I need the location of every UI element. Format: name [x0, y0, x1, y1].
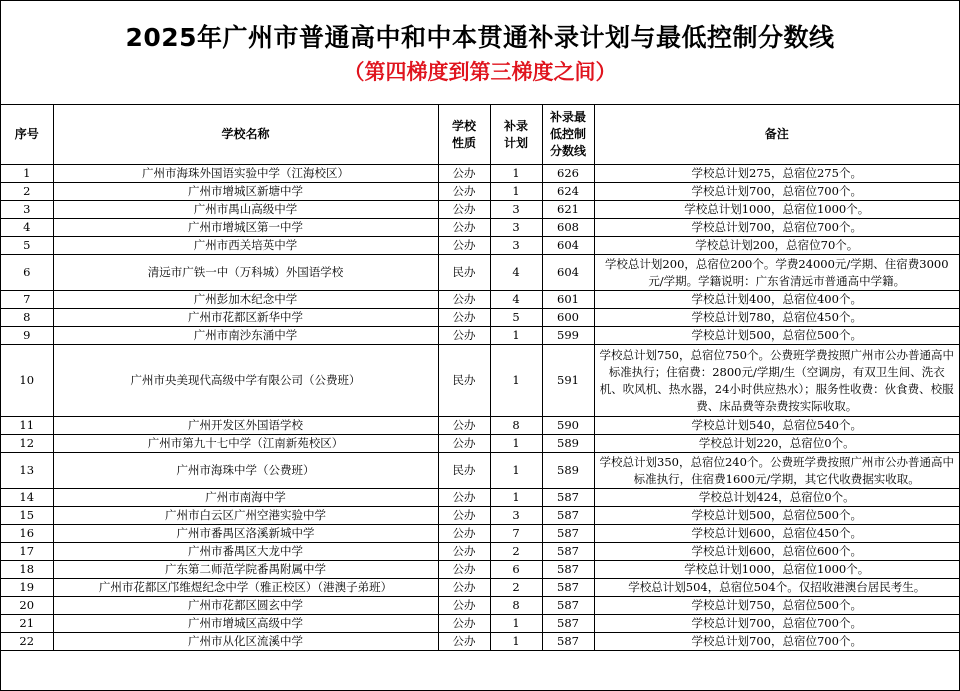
table-row	[1, 255, 959, 291]
cell-note: 学校总计划540，总宿位540个。	[594, 417, 959, 435]
cell-min-score: 589	[542, 453, 594, 489]
cell-plan: 6	[490, 561, 542, 579]
table-row	[1, 489, 959, 507]
cell-school-name: 广州市第九十七中学（江南新苑校区）	[53, 435, 438, 453]
table-row	[1, 633, 959, 651]
cell-school-type: 公办	[438, 615, 490, 633]
cell-school-name: 广州市番禺区大龙中学	[53, 543, 438, 561]
cell-plan: 1	[490, 615, 542, 633]
cell-min-score: 587	[542, 543, 594, 561]
cell-school-name: 广州开发区外国语学校	[53, 417, 438, 435]
table-row	[1, 597, 959, 615]
cell-school-name: 广东第二师范学院番禺附属中学	[53, 561, 438, 579]
cell-min-score: 624	[542, 183, 594, 201]
cell-plan: 1	[490, 435, 542, 453]
cell-plan: 1	[490, 633, 542, 651]
cell-note: 学校总计划1000，总宿位1000个。	[594, 201, 959, 219]
cell-plan: 3	[490, 201, 542, 219]
table-row	[1, 435, 959, 453]
cell-min-score: 587	[542, 507, 594, 525]
cell-school-type: 公办	[438, 561, 490, 579]
cell-school-name: 广州市增城区新塘中学	[53, 183, 438, 201]
table-row	[1, 615, 959, 633]
cell-seq: 2	[1, 183, 53, 201]
table-header-row	[1, 105, 959, 165]
cell-school-type: 公办	[438, 435, 490, 453]
cell-plan: 1	[490, 345, 542, 417]
header-min-score	[542, 105, 594, 165]
cell-min-score: 604	[542, 255, 594, 291]
cell-plan: 1	[490, 183, 542, 201]
cell-school-type: 公办	[438, 507, 490, 525]
cell-school-name: 广州市西关培英中学	[53, 237, 438, 255]
cell-school-name: 广州市花都区邝维煜纪念中学（雅正校区）（港澳子弟班）	[53, 579, 438, 597]
cell-min-score: 604	[542, 237, 594, 255]
cell-plan: 8	[490, 597, 542, 615]
table-row	[1, 525, 959, 543]
table-row	[1, 543, 959, 561]
cell-seq: 18	[1, 561, 53, 579]
cell-note: 学校总计划424，总宿位0个。	[594, 489, 959, 507]
cell-note: 学校总计划700，总宿位700个。	[594, 615, 959, 633]
header-school-type-text: 学校性质	[451, 118, 476, 150]
cell-plan: 2	[490, 579, 542, 597]
cell-school-name: 广州市海珠中学（公费班）	[53, 453, 438, 489]
cell-school-name: 广州市白云区广州空港实验中学	[53, 507, 438, 525]
cell-min-score: 589	[542, 435, 594, 453]
cell-min-score: 587	[542, 489, 594, 507]
header-plan	[490, 105, 542, 165]
cell-school-type: 民办	[438, 255, 490, 291]
header-school-name: 学校名称	[53, 105, 438, 165]
cell-note: 学校总计划200，总宿位70个。	[594, 237, 959, 255]
cell-plan: 3	[490, 237, 542, 255]
cell-school-type: 公办	[438, 327, 490, 345]
admission-table	[1, 105, 959, 651]
cell-min-score: 601	[542, 291, 594, 309]
cell-school-type: 公办	[438, 579, 490, 597]
cell-plan: 5	[490, 309, 542, 327]
cell-min-score: 600	[542, 309, 594, 327]
cell-note: 学校总计划504，总宿位504个。仅招收港澳台居民考生。	[594, 579, 959, 597]
cell-seq: 12	[1, 435, 53, 453]
cell-note: 学校总计划780，总宿位450个。	[594, 309, 959, 327]
table-row	[1, 291, 959, 309]
cell-note: 学校总计划750，总宿位750个。公费班学费按照广州市公办普通高中标准执行；住宿费：2800元/学期/生（空调房，有双卫生间、洗衣机、吹风机、热水器，24小时供应热水）；服务性收费：伙食费、校服费、床品费等杂费按实际收取。	[594, 345, 959, 417]
cell-seq: 15	[1, 507, 53, 525]
cell-seq: 17	[1, 543, 53, 561]
cell-school-name: 广州市央美现代高级中学有限公司（公费班）	[53, 345, 438, 417]
cell-seq: 20	[1, 597, 53, 615]
table-row	[1, 165, 959, 183]
table-row	[1, 309, 959, 327]
cell-seq: 6	[1, 255, 53, 291]
cell-plan: 1	[490, 453, 542, 489]
cell-school-type: 公办	[438, 237, 490, 255]
cell-seq: 16	[1, 525, 53, 543]
cell-seq: 21	[1, 615, 53, 633]
table-row	[1, 507, 959, 525]
table-row	[1, 201, 959, 219]
cell-plan: 2	[490, 543, 542, 561]
title-block	[1, 1, 959, 105]
cell-school-name: 广州市南沙东涌中学	[53, 327, 438, 345]
cell-school-name: 广州市番禺区洛溪新城中学	[53, 525, 438, 543]
cell-seq: 19	[1, 579, 53, 597]
table-row	[1, 561, 959, 579]
cell-note: 学校总计划350，总宿位240个。公费班学费按照广州市公办普通高中标准执行，住宿费1600元/学期，其它代收费据实收取。	[594, 453, 959, 489]
cell-plan: 3	[490, 507, 542, 525]
cell-school-name: 广州市从化区流溪中学	[53, 633, 438, 651]
cell-plan: 8	[490, 417, 542, 435]
cell-seq: 3	[1, 201, 53, 219]
cell-seq: 13	[1, 453, 53, 489]
cell-school-type: 公办	[438, 201, 490, 219]
cell-school-type: 民办	[438, 345, 490, 417]
cell-note: 学校总计划500，总宿位500个。	[594, 327, 959, 345]
cell-min-score: 626	[542, 165, 594, 183]
cell-seq: 5	[1, 237, 53, 255]
cell-plan: 1	[490, 165, 542, 183]
cell-seq: 11	[1, 417, 53, 435]
cell-note: 学校总计划700，总宿位700个。	[594, 219, 959, 237]
cell-school-type: 公办	[438, 543, 490, 561]
header-school-type	[438, 105, 490, 165]
cell-note: 学校总计划400，总宿位400个。	[594, 291, 959, 309]
header-seq: 序号	[1, 105, 53, 165]
cell-plan: 7	[490, 525, 542, 543]
cell-school-type: 公办	[438, 165, 490, 183]
cell-min-score: 587	[542, 633, 594, 651]
cell-school-name: 广州市南海中学	[53, 489, 438, 507]
cell-school-name: 广州市禺山高级中学	[53, 201, 438, 219]
cell-school-type: 公办	[438, 489, 490, 507]
cell-min-score: 608	[542, 219, 594, 237]
cell-min-score: 587	[542, 597, 594, 615]
cell-school-name: 广州市花都区圆玄中学	[53, 597, 438, 615]
cell-note: 学校总计划700，总宿位700个。	[594, 183, 959, 201]
cell-seq: 1	[1, 165, 53, 183]
table-row	[1, 237, 959, 255]
cell-school-type: 公办	[438, 525, 490, 543]
page-title: 2025年广州市普通高中和中本贯通补录计划与最低控制分数线	[125, 23, 835, 52]
cell-school-type: 公办	[438, 183, 490, 201]
cell-note: 学校总计划750，总宿位500个。	[594, 597, 959, 615]
cell-school-name: 广州市海珠外国语实验中学（江海校区）	[53, 165, 438, 183]
header-min-score-text: 补录最低控制分数线	[549, 110, 586, 158]
cell-min-score: 591	[542, 345, 594, 417]
cell-note: 学校总计划600，总宿位450个。	[594, 525, 959, 543]
cell-seq: 14	[1, 489, 53, 507]
cell-plan: 3	[490, 219, 542, 237]
cell-school-type: 公办	[438, 309, 490, 327]
cell-plan: 1	[490, 327, 542, 345]
cell-note: 学校总计划700，总宿位700个。	[594, 633, 959, 651]
cell-note: 学校总计划600，总宿位600个。	[594, 543, 959, 561]
cell-min-score: 587	[542, 561, 594, 579]
cell-seq: 10	[1, 345, 53, 417]
cell-note: 学校总计划275，总宿位275个。	[594, 165, 959, 183]
cell-school-type: 公办	[438, 597, 490, 615]
cell-min-score: 587	[542, 615, 594, 633]
table-row	[1, 453, 959, 489]
cell-seq: 22	[1, 633, 53, 651]
cell-plan: 1	[490, 489, 542, 507]
cell-school-type: 公办	[438, 633, 490, 651]
header-note: 备注	[594, 105, 959, 165]
cell-school-name: 广州市花都区新华中学	[53, 309, 438, 327]
cell-min-score: 587	[542, 525, 594, 543]
cell-min-score: 587	[542, 579, 594, 597]
table-row	[1, 417, 959, 435]
table-row	[1, 327, 959, 345]
table-row	[1, 345, 959, 417]
cell-school-name: 清远市广铁一中（万科城）外国语学校	[53, 255, 438, 291]
cell-school-name: 广州市增城区高级中学	[53, 615, 438, 633]
cell-min-score: 590	[542, 417, 594, 435]
cell-note: 学校总计划500，总宿位500个。	[594, 507, 959, 525]
cell-note: 学校总计划1000，总宿位1000个。	[594, 561, 959, 579]
cell-seq: 9	[1, 327, 53, 345]
table-row	[1, 183, 959, 201]
cell-school-type: 公办	[438, 219, 490, 237]
cell-school-name: 广州彭加木纪念中学	[53, 291, 438, 309]
cell-plan: 4	[490, 255, 542, 291]
cell-school-type: 民办	[438, 453, 490, 489]
cell-school-type: 公办	[438, 291, 490, 309]
cell-school-type: 公办	[438, 417, 490, 435]
cell-school-name: 广州市增城区第一中学	[53, 219, 438, 237]
cell-note: 学校总计划200，总宿位200个。学费24000元/学期、住宿费3000元/学期。学籍说明：广东省清远市普通高中学籍。	[594, 255, 959, 291]
table-row	[1, 219, 959, 237]
header-plan-text: 补录计划	[503, 118, 528, 150]
cell-seq: 8	[1, 309, 53, 327]
cell-seq: 7	[1, 291, 53, 309]
page-subtitle: （第四梯度到第三梯度之间）	[343, 60, 617, 84]
table-row	[1, 579, 959, 597]
cell-min-score: 599	[542, 327, 594, 345]
table-body	[1, 165, 959, 651]
cell-min-score: 621	[542, 201, 594, 219]
cell-seq: 4	[1, 219, 53, 237]
cell-note: 学校总计划220，总宿位0个。	[594, 435, 959, 453]
cell-plan: 4	[490, 291, 542, 309]
